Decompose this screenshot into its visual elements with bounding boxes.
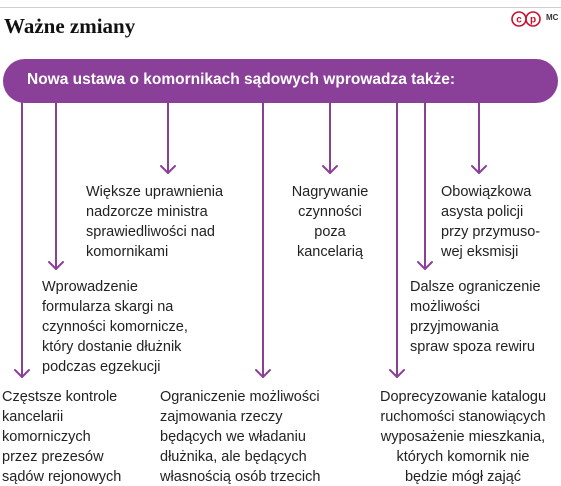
author-credit: MC	[546, 13, 559, 22]
arrow-policja	[472, 103, 486, 173]
arrow-kontrole	[15, 103, 29, 377]
item-kontrole-text: Częstsze kontrole kancelarii komorniczych przez prezesów sądów rejonowych	[2, 389, 122, 485]
item-nagrywanie-text: Nagrywanie czynności poza kancelarią	[291, 184, 369, 260]
item-rewir-text: Dalsze ograniczenie możliwości przyjmowania spraw spoza rewiru	[410, 279, 541, 355]
arrow-rzeczy	[256, 103, 270, 377]
item-katalog-text: Doprecyzowanie katalogu ruchomości stanowiących wyposażenie mieszkania, których komornik nie będzie mógł zająć	[379, 389, 547, 485]
svg-text:p: p	[529, 14, 537, 26]
page-title: Ważne zmiany	[4, 14, 136, 38]
item-nadzor-text: Większe uprawnienia nadzorcze ministra sprawiedliwości nad komornikami	[86, 184, 224, 260]
arrow-nadzor	[161, 103, 175, 173]
item-rzeczy-text: Ograniczenie możliwości zajmowania rzeczy będących we władaniu dłużnika, ale będących własnością osób trzecich	[160, 389, 321, 485]
item-policja-text: Obowiązkowa asysta policji przy przymuso- wej eksmisji	[441, 184, 541, 260]
header-text: Nowa ustawa o komornikach sądowych wprowadza także:	[27, 71, 456, 88]
arrow-formularz	[49, 103, 63, 269]
item-formularz-text: Wprowadzenie formularza skargi na czynności komornicze, który dostanie dłużnik podczas egzekucji	[42, 279, 188, 375]
arrow-rewir	[418, 103, 432, 269]
arrow-katalog	[390, 103, 404, 377]
svg-text:c: c	[516, 14, 522, 26]
arrow-nagrywanie	[323, 103, 337, 173]
